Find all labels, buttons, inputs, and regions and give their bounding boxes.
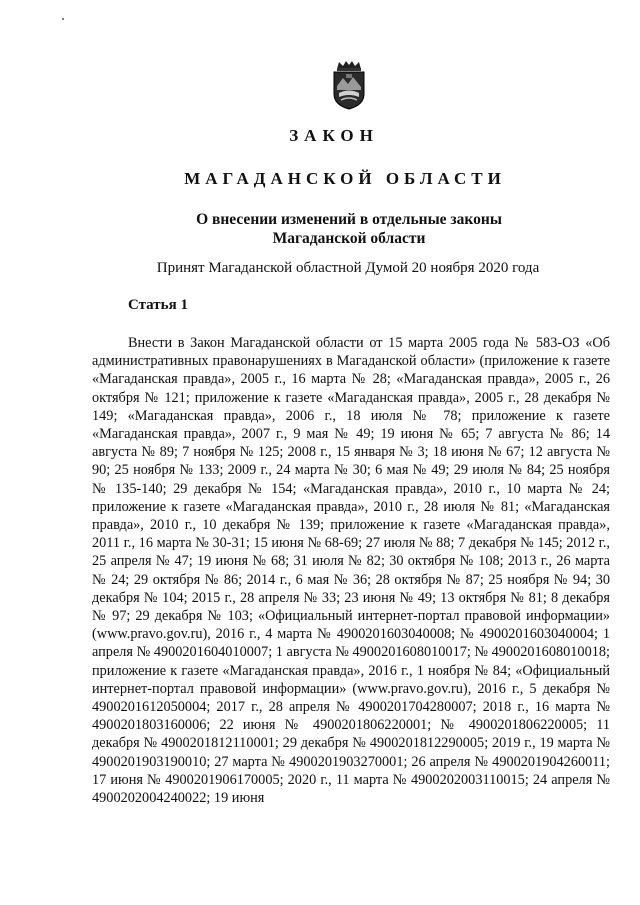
article-heading: Статья 1 bbox=[128, 297, 188, 313]
region-title: МАГАДАНСКОЙ ОБЛАСТИ bbox=[184, 169, 506, 188]
article-text: Внести в Закон Магаданской области от 15 марта 2005 года № 583-ОЗ «Об административных правонарушениях в Магаданской области» (приложение к газете «Магаданская правда», 2005 г., 16 марта № 28; «Магаданская правда», 2005 г., 26 октября № 121; приложение к газете «Магаданская правда», 2005 г., 28 декабря № 149; «Магаданская правда», 2006 г., 18 июля № 78; приложение к газете «Магаданская правда», 2007 г., 9 мая № 49; 19 июня № 65; 7 августа № 86; 14 августа № 89; 7 ноября № 125; 2008 г., 15 января № 3; 18 июня № 67; 12 августа № 90; 25 ноября № 133; 2009 г., 24 марта № 30; 6 мая № 49; 29 июля № 84; 25 ноября № 135-140; 29 декабря № 154; «Магаданская правда», 2010 г., 10 марта № 24; приложение к газете «Магаданская правда», 2010 г., 28 июля № 81; «Магаданская правда», 2010 г., 10 декабря № 139; приложение к газете «Магаданская правда», 2011 г., 16 марта № 30-31; 15 июня № 68-69; 27 июля № 88; 7 декабря № 145; 2012 г., 25 апреля № 47; 19 июня № 68; 31 июля № 82; 30 октября № 108; 2013 г., 26 марта № 24; 29 октября № 86; 2014 г., 6 мая № 36; 28 октября № 87; 25 ноября № 94; 30 декабря № 104; 2015 г., 28 апреля № 33; 23 июня № 49; 13 октября № 81; 8 декабря № 97; 29 декабря № 103; «Официальный интернет-портал правовой информации» (www.pravo.gov.ru), 2016 г., 4 марта № 4900201603040008; № 4900201603040004; 1 апреля № 4900201604010007; 1 августа № 4900201608010017; № 4900201608010018; приложение к газете «Магаданская правда», 2016 г., 1 ноября № 84; «Официальный интернет-портал правовой информации» (www.pravo.gov.ru), 2016 г., 5 декабря № 4900201612050004; 2017 г., 28 апреля № 4900201704280007; 2018 г., 16 марта № 4900201803160006; 22 июня № 4900201806220001; № 4900201806220005; 11 декабря № 4900201812110001; 29 декабря № 4900201812290005; 2019 г., 19 марта № 4900201903190010; 27 марта № 4900201903270001; 26 апреля № 4900201904260011; 17 июня № 4900201906170005; 2020 г., 11 марта № 4900202003110015; 24 апреля № 4900202004240022; 19 июня bbox=[92, 335, 610, 807]
adoption-note: Принят Магаданской областной Думой 20 ноября 2020 года bbox=[156, 260, 540, 276]
subtitle-line-2: Магаданской области bbox=[272, 230, 426, 247]
subtitle-line-1: О внесении изменений в отдельные законы bbox=[196, 211, 502, 228]
law-subtitle bbox=[0, 210, 640, 248]
law-title: ЗАКОН bbox=[289, 126, 379, 145]
magadan-coat-of-arms-icon bbox=[329, 60, 369, 110]
scan-speck bbox=[62, 18, 64, 20]
